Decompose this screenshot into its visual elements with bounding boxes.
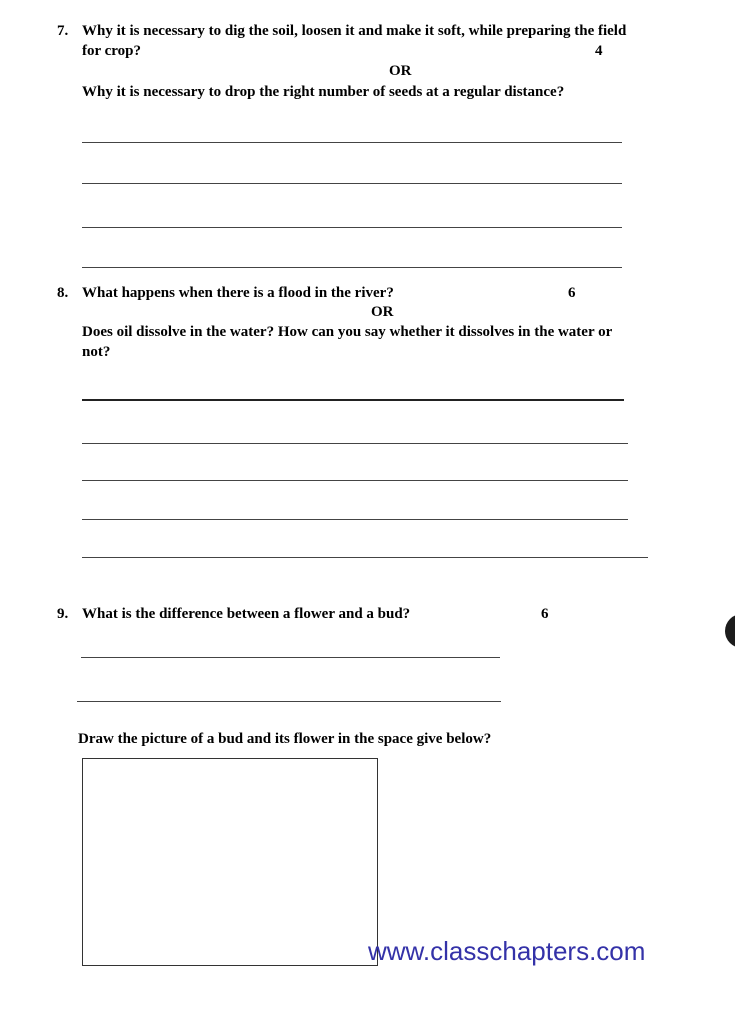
q8-text: What happens when there is a flood in the river?: [82, 285, 394, 301]
answer-line: [77, 701, 501, 702]
q8-alt-line1: Does oil dissolve in the water? How can you say whether it dissolves in the water or: [82, 324, 613, 340]
answer-line: [82, 519, 628, 520]
watermark: www.classchapters.com: [368, 936, 646, 966]
answer-line: [82, 267, 622, 268]
q9-number: 9.: [57, 606, 69, 622]
q7-alt-question: Why it is necessary to drop the right number of seeds at a regular distance?: [82, 84, 565, 100]
draw-prompt: Draw the picture of a bud and its flower in the space give below?: [78, 731, 492, 747]
q9-marks: 6: [541, 606, 549, 622]
q7-text-line2: for crop?: [82, 43, 142, 59]
q7-text-line1: Why it is necessary to dig the soil, loosen it and make it soft, while preparing the field: [82, 23, 627, 39]
q8-alt-line2: not?: [82, 344, 111, 360]
answer-line: [82, 183, 622, 184]
q8-marks: 6: [568, 285, 576, 301]
answer-line: [82, 443, 628, 444]
q7-or: OR: [389, 63, 412, 79]
answer-line: [82, 142, 622, 143]
q7-marks: 4: [595, 43, 603, 59]
scroll-handle-icon[interactable]: [725, 614, 735, 648]
q7-number: 7.: [57, 23, 69, 39]
q8-or: OR: [371, 304, 394, 320]
q9-text: What is the difference between a flower and a bud?: [82, 606, 411, 622]
answer-line: [82, 480, 628, 481]
answer-line: [82, 399, 624, 401]
q8-number: 8.: [57, 285, 69, 301]
answer-line: [81, 657, 500, 658]
drawing-box: [82, 758, 378, 966]
answer-line: [82, 227, 622, 228]
answer-line: [82, 557, 648, 558]
